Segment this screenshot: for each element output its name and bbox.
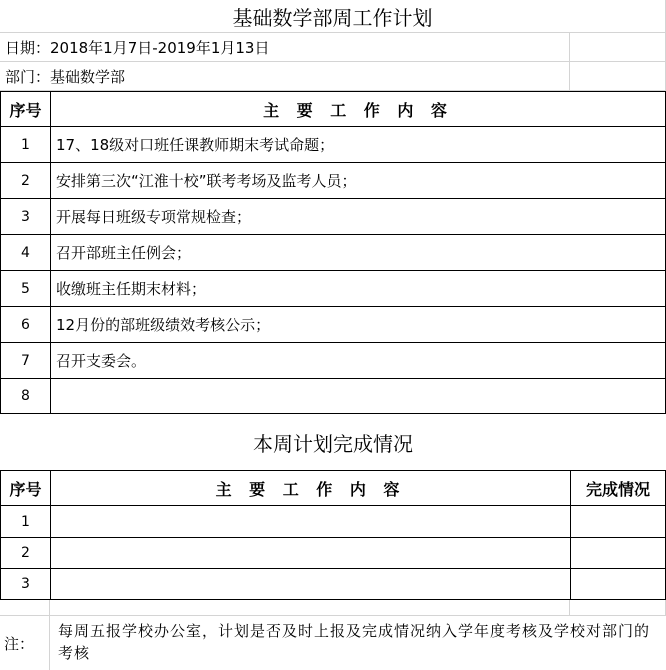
empty-cell[interactable] bbox=[570, 33, 666, 62]
completion-status-cell[interactable] bbox=[571, 538, 666, 569]
empty-cell[interactable] bbox=[570, 62, 666, 91]
note-text[interactable]: 每周五报学校办公室，计划是否及时上报及完成情况纳入学年度考核及学校对部门的考核 bbox=[58, 622, 651, 662]
date-line[interactable]: 日期：2018年1月7日-2019年1月13日 bbox=[0, 33, 570, 62]
completion-content-header[interactable]: 主 要 工 作 内 容 bbox=[51, 471, 571, 506]
completion-table bbox=[0, 470, 666, 600]
completion-seq-cell[interactable]: 1 bbox=[1, 506, 51, 538]
empty-cell[interactable] bbox=[50, 600, 570, 616]
completion-seq-cell[interactable]: 2 bbox=[1, 538, 51, 569]
plan-content-cell[interactable]: 17、18级对口班任课教师期末考试命题； bbox=[51, 127, 666, 163]
plan-content-cell[interactable]: 安排第三次“江淮十校”联考考场及监考人员； bbox=[51, 163, 666, 199]
plan-content-cell[interactable] bbox=[51, 379, 666, 414]
completion-seq-cell[interactable]: 3 bbox=[1, 569, 51, 600]
plan-seq-cell[interactable]: 4 bbox=[1, 235, 51, 271]
plan-content-cell[interactable]: 开展每日班级专项常规检查； bbox=[51, 199, 666, 235]
plan-content-cell[interactable]: 召开部班主任例会； bbox=[51, 235, 666, 271]
plan-content-header[interactable]: 主 要 工 作 内 容 bbox=[51, 92, 666, 127]
completion-status-cell[interactable] bbox=[571, 569, 666, 600]
plan-seq-cell[interactable]: 8 bbox=[1, 379, 51, 414]
sheet-title[interactable]: 基础数学部周工作计划 bbox=[0, 0, 666, 33]
plan-seq-header[interactable]: 序号 bbox=[1, 92, 51, 127]
completion-content-cell[interactable] bbox=[51, 506, 571, 538]
department-line[interactable]: 部门：基础数学部 bbox=[0, 62, 570, 91]
completion-seq-header[interactable]: 序号 bbox=[1, 471, 51, 506]
plan-table bbox=[0, 91, 666, 414]
plan-seq-cell[interactable]: 2 bbox=[1, 163, 51, 199]
completion-content-cell[interactable] bbox=[51, 569, 571, 600]
plan-seq-cell[interactable]: 5 bbox=[1, 271, 51, 307]
plan-seq-cell[interactable]: 1 bbox=[1, 127, 51, 163]
completion-content-cell[interactable] bbox=[51, 538, 571, 569]
empty-cell[interactable] bbox=[0, 600, 50, 616]
completion-title[interactable]: 本周计划完成情况 bbox=[253, 431, 413, 456]
plan-seq-cell[interactable]: 7 bbox=[1, 343, 51, 379]
note-label[interactable]: 注： bbox=[0, 616, 50, 670]
empty-cell[interactable] bbox=[570, 600, 666, 616]
plan-seq-cell[interactable]: 6 bbox=[1, 307, 51, 343]
plan-content-cell[interactable]: 12月份的部班级绩效考核公示； bbox=[51, 307, 666, 343]
plan-content-cell[interactable]: 召开支委会。 bbox=[51, 343, 666, 379]
completion-status-header[interactable]: 完成情况 bbox=[571, 471, 666, 506]
plan-seq-cell[interactable]: 3 bbox=[1, 199, 51, 235]
completion-status-cell[interactable] bbox=[571, 506, 666, 538]
plan-content-cell[interactable]: 收缴班主任期末材料； bbox=[51, 271, 666, 307]
